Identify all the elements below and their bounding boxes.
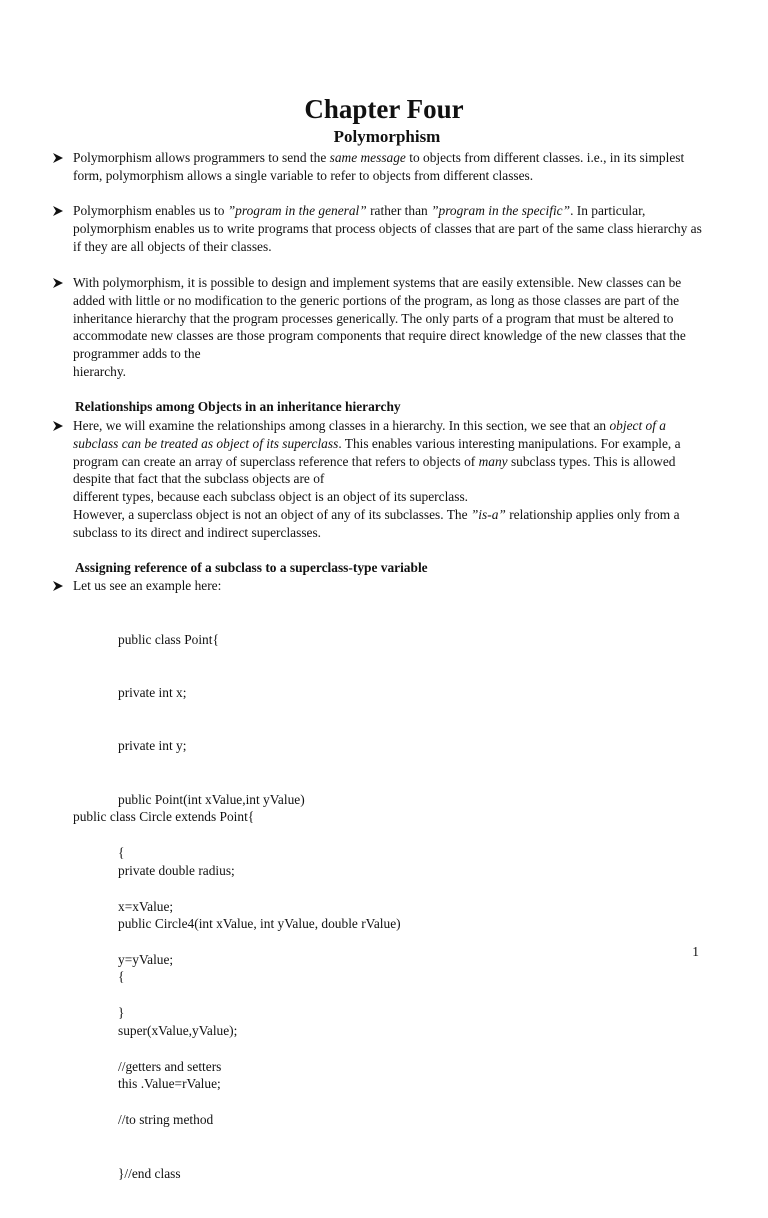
arrow-bullet-icon <box>52 277 64 289</box>
code-line: this .Value=rValue; <box>118 1076 221 1092</box>
bullet-4-emphasis-3: ”is-a” <box>470 506 506 522</box>
bullet-1-emphasis: same message <box>329 150 406 165</box>
bullet-paragraph-1 <box>73 149 709 185</box>
bullet-4-text-4: different types, because each subclass object is an object of its superclass. <box>73 489 469 505</box>
code-block-circle <box>118 826 401 1129</box>
bullet-4-text-2: . This enables various interesting manipulations. For example, a program can create an array of superclass reference that refers to objects of <box>73 435 681 469</box>
bullet-1-text-2: to objects from different classes. i.e., in its simplest form, polymorphism allows a single variable to refer to objects from different classes. <box>73 150 685 183</box>
bullet-4-text-3: subclass types. This is allowed despite that fact that the subclass objects are of <box>73 453 676 487</box>
code-line: private int y; <box>118 738 187 754</box>
code-line: public class Point{ <box>118 631 219 647</box>
chapter-title: Chapter Four <box>304 94 464 124</box>
code-line: }//end class <box>118 1165 181 1181</box>
code-line: y=yValue; <box>118 951 174 967</box>
code-circle-header: public class Circle extends Point{ <box>73 809 255 824</box>
section-heading-assigning: Assigning reference of a subclass to a superclass-type variable <box>75 560 428 575</box>
bullet-4-text-6: relationship applies only from a subclass to its direct and indirect superclasses. <box>73 506 680 540</box>
bullet-paragraph-2 <box>73 202 709 255</box>
arrow-bullet-icon <box>52 152 64 164</box>
bullet-paragraph-3 <box>73 274 709 381</box>
arrow-bullet-icon <box>52 420 64 432</box>
bullet-paragraph-4 <box>73 417 709 542</box>
code-line: x=xValue; <box>118 898 174 914</box>
bullet-4-emphasis-1: object of a subclass can be treated as object of its superclass <box>73 418 666 451</box>
bullet-4-text-1: Here, we will examine the relationships among classes in a hierarchy. In this section, we see that an <box>73 418 610 433</box>
arrow-bullet-icon <box>52 205 64 217</box>
bullet-3-text-1: With polymorphism, it is possible to design and implement systems that are easily extensible. New classes can be added with little or no modification to the generic portions of the program, as long as those classes are part of the inheritance hierarchy that the program processes generically. The only parts of a program that must be altered to accommodate new classes are those program components that require direct knowledge of the new classes that the programmer adds to the <box>73 275 686 362</box>
bullet-paragraph-5: Let us see an example here: <box>73 578 222 593</box>
code-line: } <box>118 1005 125 1021</box>
bullet-1-text-1: Polymorphism allows programmers to send the <box>73 150 330 165</box>
chapter-subtitle: Polymorphism <box>333 127 441 146</box>
code-line: { <box>118 969 125 985</box>
section-heading-relationships: Relationships among Objects in an inheritance hierarchy <box>75 399 401 414</box>
bullet-2-text-2: rather than <box>366 203 432 218</box>
bullet-2-emphasis-1: ”program in the general” <box>227 203 367 218</box>
code-line: { <box>118 845 125 861</box>
bullet-2-text-1: Polymorphism enables us to <box>73 203 228 218</box>
code-line: public Point(int xValue,int yValue) <box>118 791 305 807</box>
code-line: //getters and setters <box>118 1058 222 1074</box>
code-line: private int x; <box>118 684 187 700</box>
code-line: public Circle4(int xValue, int yValue, double rValue) <box>118 915 401 931</box>
bullet-2-text-3: . In particular, polymorphism enables us to write programs that process objects of classes that are part of the same class hierarchy as if they are all objects of their classes. <box>73 203 702 254</box>
arrow-bullet-icon <box>52 580 64 592</box>
code-line: private double radius; <box>118 862 235 878</box>
code-line: super(xValue,yValue); <box>118 1022 238 1038</box>
bullet-3-text-2: hierarchy. <box>73 363 127 379</box>
bullet-4-emphasis-2: many <box>478 453 508 469</box>
page-number: 1 <box>692 944 699 959</box>
code-line: //to string method <box>118 1112 214 1128</box>
bullet-2-emphasis-2: ”program in the specific” <box>431 203 571 218</box>
bullet-4-text-5: However, a superclass object is not an object of any of its subclasses. The <box>73 506 471 522</box>
